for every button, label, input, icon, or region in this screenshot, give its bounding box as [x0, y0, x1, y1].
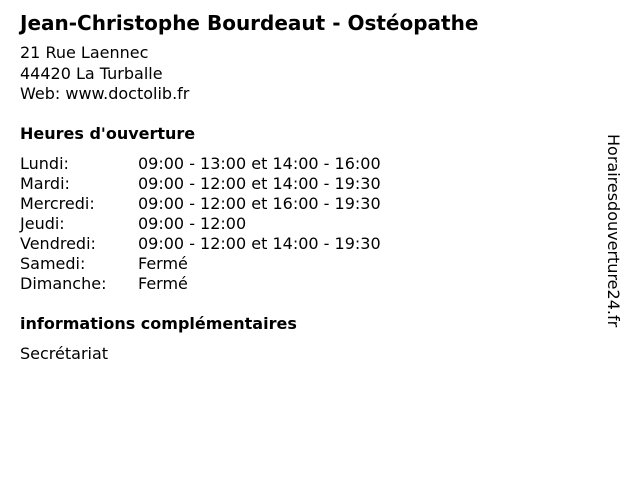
day-label: Jeudi:: [20, 214, 65, 233]
hours-value: 09:00 - 12:00 et 14:00 - 19:30: [138, 174, 381, 193]
day-label: Samedi:: [20, 254, 86, 273]
address-web: Web: www.doctolib.fr: [20, 84, 190, 103]
day-label: Mardi:: [20, 174, 70, 193]
hours-value: 09:00 - 12:00 et 16:00 - 19:30: [138, 194, 381, 213]
page-title: Jean-Christophe Bourdeaut - Ostéopathe: [20, 11, 479, 35]
hours-value: 09:00 - 13:00 et 14:00 - 16:00: [138, 154, 381, 173]
day-label: Lundi:: [20, 154, 69, 173]
address-street: 21 Rue Laennec: [20, 43, 149, 62]
opening-hours-heading: Heures d'ouverture: [20, 124, 196, 143]
day-label: Mercredi:: [20, 194, 95, 213]
address-city: 44420 La Turballe: [20, 63, 163, 83]
hours-value: 09:00 - 12:00: [138, 214, 247, 233]
site-watermark: Horairesdouverture24.fr: [604, 134, 623, 328]
additional-info-text: Secrétariat: [20, 344, 109, 363]
additional-info-heading: informations complémentaires: [20, 314, 297, 333]
day-label: Dimanche:: [20, 274, 107, 293]
hours-value: 09:00 - 12:00 et 14:00 - 19:30: [138, 234, 381, 253]
hours-value: Fermé: [138, 274, 188, 293]
day-label: Vendredi:: [20, 234, 96, 253]
hours-value: Fermé: [138, 254, 188, 273]
address-block: [20, 43, 189, 105]
